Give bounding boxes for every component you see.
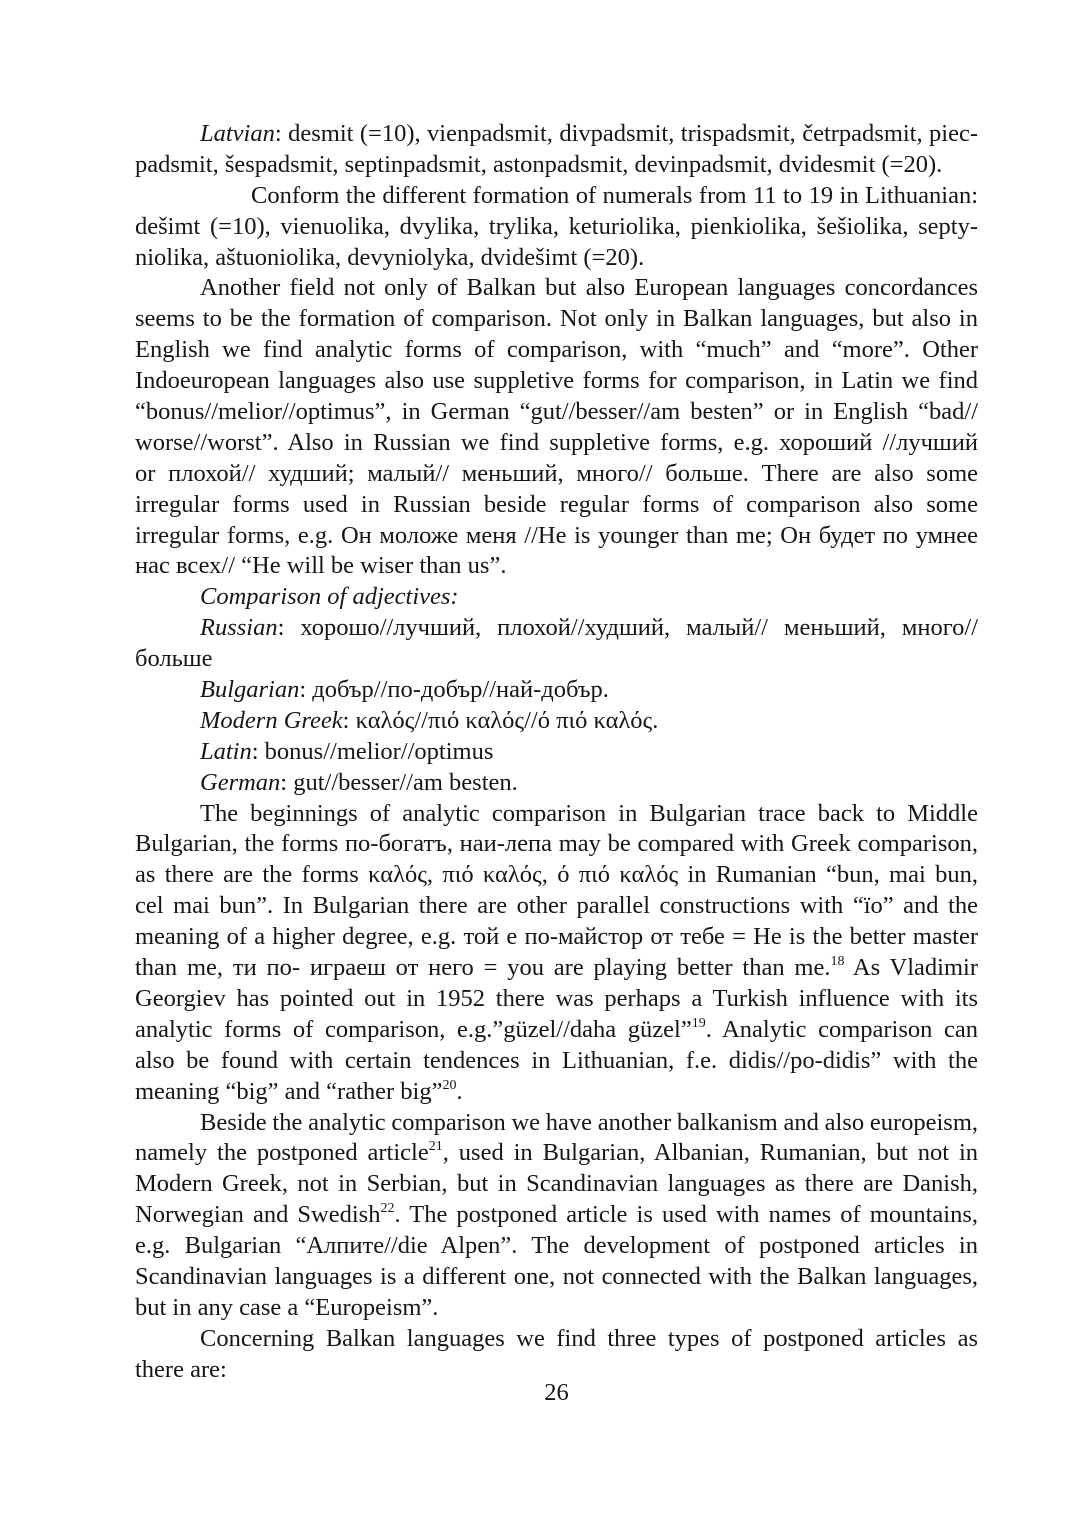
text-line: “bonus//melior//optimus”, in German “gut//besser//am besten” or in English “bad// bbox=[135, 398, 978, 426]
text-line: Conform the different formation of numerals from 11 to 19 in Lithuanian: bbox=[251, 181, 978, 209]
text-line: padsmit, šespadsmit, septinpadsmit, astonpadsmit, devinpadsmit, dvidesmit (=20). bbox=[135, 150, 943, 178]
text-line bbox=[135, 1138, 978, 1169]
text-line bbox=[135, 119, 978, 150]
footnote-ref: 19 bbox=[691, 1015, 706, 1031]
text-line: seems to be the formation of comparison. Not only in Balkan languages, but also in bbox=[135, 305, 978, 333]
language-label: German bbox=[200, 768, 281, 796]
text-line: Beside the analytic comparison we have another balkanism and also europeism, bbox=[200, 1108, 978, 1136]
footnote-ref: 22 bbox=[380, 1201, 395, 1217]
section-heading: Comparison of adjectives: bbox=[200, 583, 459, 611]
text-line bbox=[135, 1015, 978, 1046]
line-text: : добър//по-добър//най-добър. bbox=[299, 676, 609, 704]
text-line bbox=[135, 706, 978, 737]
text-line: or плохой// худший; малый// меньший, много// больше. There are also some bbox=[135, 459, 978, 487]
text-line: as there are the forms καλός, πιό καλός, ό πιό καλός in Rumanian “bun, mai bun, bbox=[135, 861, 978, 889]
text-line: but in any case a “Europeism”. bbox=[135, 1293, 439, 1321]
language-label: Latin bbox=[200, 737, 252, 765]
text-line: worse//worst”. Also in Russian we find suppletive forms, e.g. хороший //лучший bbox=[135, 428, 978, 456]
text-line: Georgiev has pointed out in 1952 there was perhaps a Turkish influence with its bbox=[135, 984, 978, 1012]
text-line: dešimt (=10), vienuolika, dvylika, trylika, keturiolika, pienkiolika, šešiolika, septy- bbox=[135, 212, 978, 240]
footnote-ref: 20 bbox=[442, 1077, 457, 1093]
text-line bbox=[135, 737, 978, 768]
text-line: English we find analytic forms of comparison, with “much” and “more”. Other bbox=[135, 336, 978, 364]
text-line: больше bbox=[135, 645, 213, 673]
line-text: than me, ти по- играеш от него = you are playing better than me. bbox=[135, 954, 831, 982]
text-line: Indoeuropean languages also use suppletive forms for comparison, in Latin we find bbox=[135, 367, 978, 395]
footnote-ref: 21 bbox=[428, 1139, 443, 1155]
page-number: 26 bbox=[544, 1379, 569, 1406]
text-line: Another field not only of Balkan but also European languages concordances bbox=[200, 274, 978, 302]
text-line: The beginnings of analytic comparison in Bulgarian trace back to Middle bbox=[200, 799, 978, 827]
text-line bbox=[135, 613, 978, 644]
page-body bbox=[135, 119, 978, 1386]
line-text: : хорошо//лучший, плохой//худший, малый// меньший, много// bbox=[277, 614, 978, 642]
text-line: Bulgarian, the forms по-богатъ, наи-лепа may be compared with Greek comparison, bbox=[135, 830, 978, 858]
text-line bbox=[135, 1077, 978, 1108]
line-text: analytic forms of comparison, e.g.”güzel//daha güzel” bbox=[135, 1015, 692, 1043]
text-line: нас всех// “He will be wiser than us”. bbox=[135, 552, 507, 580]
text-line: Concerning Balkan languages we find three types of postponed articles as bbox=[200, 1324, 978, 1352]
text-line: there are: bbox=[135, 1355, 227, 1383]
language-label: Latvian bbox=[200, 120, 275, 147]
language-label: Russian bbox=[200, 614, 278, 642]
line-text: Norwegian and Swedish bbox=[135, 1201, 381, 1229]
line-text: meaning “big” and “rather big” bbox=[135, 1077, 443, 1105]
text-line: also be found with certain tendences in Lithuanian, f.e. didis//po-didis” with the bbox=[135, 1046, 978, 1074]
text-line: irregular forms, e.g. Он моложе меня //He is younger than me; Он будет по умнее bbox=[135, 521, 978, 549]
line-text: . Analytic comparison can bbox=[705, 1015, 978, 1043]
line-text: namely the postponed article bbox=[135, 1139, 429, 1167]
text-line: Modern Greek, not in Serbian, but in Scandinavian languages as there are Danish, bbox=[135, 1170, 978, 1198]
line-text: : gut//besser//am besten. bbox=[280, 768, 518, 796]
language-label: Modern Greek bbox=[200, 706, 343, 734]
text-line: cel mai bun”. In Bulgarian there are other parallel constructions with “ïo” and the bbox=[135, 892, 978, 920]
text-line bbox=[135, 953, 978, 984]
text-line bbox=[135, 1200, 978, 1231]
line-text: : desmit (=10), vienpadsmit, divpadsmit, trispadsmit, četrpadsmit, piec- bbox=[274, 120, 978, 147]
line-text: , used in Bulgarian, Albanian, Rumanian, but not in bbox=[442, 1139, 979, 1167]
text-line: irregular forms used in Russian beside regular forms of comparison also some bbox=[135, 490, 978, 518]
language-label: Bulgarian bbox=[200, 676, 300, 704]
line-text: . The postponed article is used with names of mountains, bbox=[394, 1201, 978, 1229]
line-text: : καλός//πιό καλός//ό πιό καλός. bbox=[342, 706, 659, 734]
text-line: e.g. Bulgarian “Алпите//die Alpen”. The development of postponed articles in bbox=[135, 1232, 978, 1260]
line-text: . bbox=[456, 1077, 463, 1105]
footnote-ref: 18 bbox=[830, 954, 845, 970]
text-line: Scandinavian languages is a different one, not connected with the Balkan languages, bbox=[135, 1262, 978, 1290]
text-line bbox=[135, 675, 978, 706]
text-line: niolika, aštuoniolika, devyniolyka, dvidešimt (=20). bbox=[135, 243, 645, 271]
line-text: : bonus//melior//optimus bbox=[251, 737, 494, 765]
text-line bbox=[135, 768, 978, 799]
text-line: meaning of a higher degree, e.g. той е по-майстор от тебе = He is the better master bbox=[135, 923, 978, 951]
line-text: As Vladimir bbox=[844, 954, 978, 982]
